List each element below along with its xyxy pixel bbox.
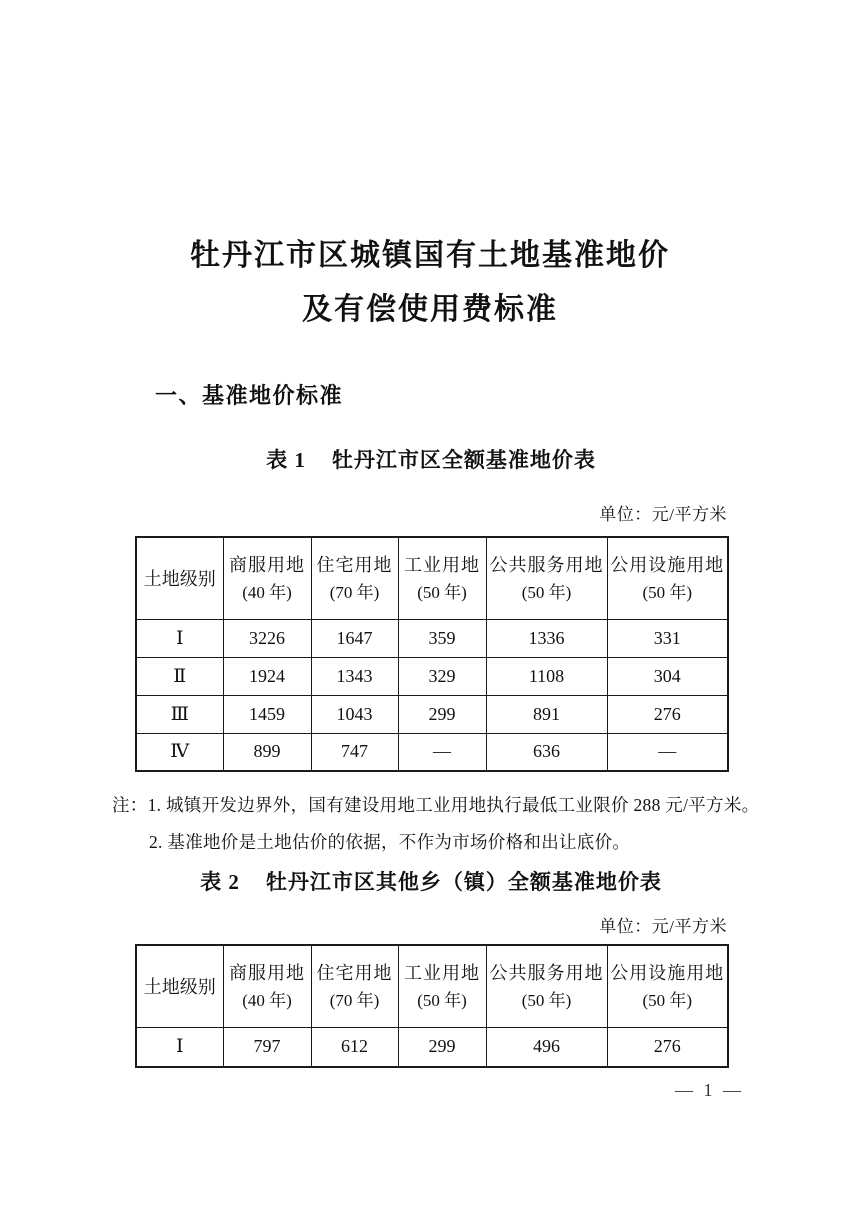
table1-header-industrial-name: 工业用地 <box>404 555 480 576</box>
table2-header-public-service <box>486 945 607 1027</box>
table1-note-2: 2. 基准地价是土地估价的依据，不作为市场价格和出让底价。 <box>149 832 631 852</box>
table2 <box>135 944 729 1068</box>
table1-row-1-public-utility: 331 <box>607 619 728 657</box>
table1-header-public-utility-name: 公用设施用地 <box>610 555 725 576</box>
table1-note-1: 注：1. 城镇开发边界外，国有建设用地工业用地执行最低工业限价 288 元/平方米。 <box>112 795 760 815</box>
table1-header-public-service-name: 公共服务用地 <box>489 555 604 576</box>
table2-header-commercial-term: (40 年) <box>242 990 292 1010</box>
table1-row-4-commercial: 899 <box>223 733 311 771</box>
table1-row-2-public-utility: 304 <box>607 657 728 695</box>
table1-row-3-industrial: 299 <box>398 695 486 733</box>
table1-row-4-industrial: — <box>398 733 486 771</box>
table1-row-2-industrial: 329 <box>398 657 486 695</box>
table1-header-commercial-name: 商服用地 <box>229 555 305 576</box>
table1-header-row <box>136 537 728 619</box>
table1-row-3-commercial: 1459 <box>223 695 311 733</box>
table2-caption-label: 表 2 <box>200 870 240 894</box>
table1-unit-label: 单位：元/平方米 <box>599 505 727 524</box>
table2-header-commercial-name: 商服用地 <box>229 963 305 984</box>
document-title-line2: 及有偿使用费标准 <box>302 293 558 326</box>
table2-row-1-public-service: 496 <box>486 1027 607 1067</box>
table2-header-public-utility <box>607 945 728 1027</box>
table1-header-commercial <box>223 537 311 619</box>
table1-row-3-public-utility: 276 <box>607 695 728 733</box>
table2-row-1-residential: 612 <box>311 1027 398 1067</box>
table2-header-land-level: 土地级别 <box>136 945 223 1027</box>
table1-header-industrial-term: (50 年) <box>417 582 467 602</box>
table1-row-4-public-service: 636 <box>486 733 607 771</box>
table1-header-residential <box>311 537 398 619</box>
table1-header-industrial <box>398 537 486 619</box>
table1-row-1-residential: 1647 <box>311 619 398 657</box>
table2-row-1-industrial: 299 <box>398 1027 486 1067</box>
page-number: — 1 — <box>675 1080 744 1100</box>
table1-header-public-service <box>486 537 607 619</box>
table1-row-1-commercial: 3226 <box>223 619 311 657</box>
table1-row-4-public-utility: — <box>607 733 728 771</box>
table2-header-industrial-term: (50 年) <box>417 990 467 1010</box>
table2-header-residential <box>311 945 398 1027</box>
table1-row-1-public-service: 1336 <box>486 619 607 657</box>
table1-header-residential-name: 住宅用地 <box>316 555 393 576</box>
table2-header-residential-term: (70 年) <box>329 990 380 1010</box>
table2-header-industrial-name: 工业用地 <box>404 963 480 984</box>
table1-header-public-utility <box>607 537 728 619</box>
table1-header-land-level: 土地级别 <box>136 537 223 619</box>
table2-row-1-public-utility: 276 <box>607 1027 728 1067</box>
table2-header-commercial <box>223 945 311 1027</box>
table1-row-1-level: Ⅰ <box>136 619 223 657</box>
table1-row-2-public-service: 1108 <box>486 657 607 695</box>
table1-header-public-utility-term: (50 年) <box>642 582 693 602</box>
table1-caption-label: 表 1 <box>266 448 306 472</box>
table2-header-public-utility-term: (50 年) <box>642 990 693 1010</box>
table1-row-4 <box>136 733 728 771</box>
table1-header-residential-term: (70 年) <box>329 582 380 602</box>
table2-header-public-utility-name: 公用设施用地 <box>610 963 725 984</box>
table1-row-2-level: Ⅱ <box>136 657 223 695</box>
table1-row-1-industrial: 359 <box>398 619 486 657</box>
table1-notes <box>112 787 792 861</box>
table1-caption-title: 牡丹江市区全额基准地价表 <box>331 448 596 472</box>
table2-row-1 <box>136 1027 728 1067</box>
table2-header-residential-name: 住宅用地 <box>316 963 393 984</box>
table2-caption-title: 牡丹江市区其他乡（镇）全额基准地价表 <box>265 870 662 894</box>
table1-row-3-public-service: 891 <box>486 695 607 733</box>
table1-row-2-commercial: 1924 <box>223 657 311 695</box>
table1-header-commercial-term: (40 年) <box>242 582 292 602</box>
table2-row-1-commercial: 797 <box>223 1027 311 1067</box>
table2-caption <box>135 866 727 896</box>
table1-row-2-residential: 1343 <box>311 657 398 695</box>
table1-row-4-residential: 747 <box>311 733 398 771</box>
table2-header-public-service-name: 公共服务用地 <box>489 963 604 984</box>
table1-row-2 <box>136 657 728 695</box>
section-heading: 一、基准地价标准 <box>155 383 344 408</box>
table1 <box>135 536 729 772</box>
table1-row-4-level: Ⅳ <box>136 733 223 771</box>
table2-unit-label: 单位：元/平方米 <box>599 917 727 936</box>
table1-row-3 <box>136 695 728 733</box>
table1-row-1 <box>136 619 728 657</box>
table2-header-row <box>136 945 728 1027</box>
table1-row-3-level: Ⅲ <box>136 695 223 733</box>
table1-header-public-service-term: (50 年) <box>521 582 572 602</box>
table1-row-3-residential: 1043 <box>311 695 398 733</box>
table2-header-industrial <box>398 945 486 1027</box>
table1-caption <box>135 444 727 474</box>
table2-row-1-level: Ⅰ <box>136 1027 223 1067</box>
table2-header-public-service-term: (50 年) <box>521 990 572 1010</box>
document-title-line1: 牡丹江市区城镇国有土地基准地价 <box>190 239 670 272</box>
